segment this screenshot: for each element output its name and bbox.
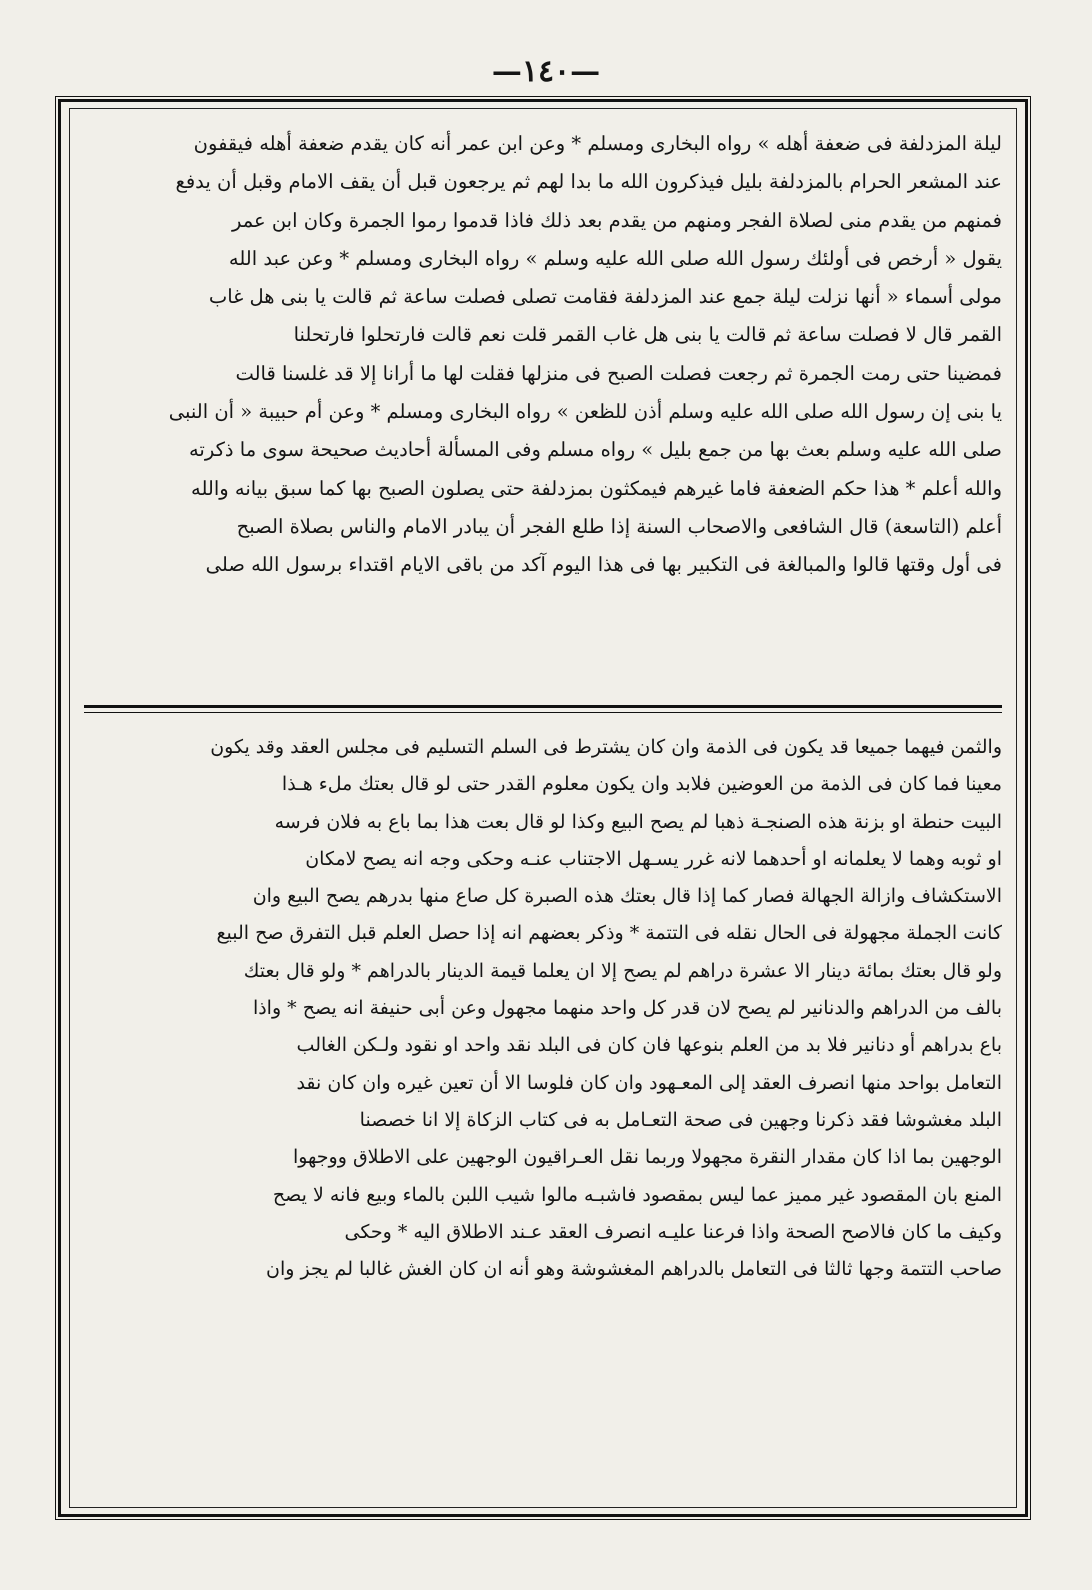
main-text-line: فى أول وقتها قالوا والمبالغة فى التكبير بها فى هذا اليوم آكد من باقى الايام اقتداء برسول الله صلى: [205, 553, 1002, 577]
page-number: —١٤٠—: [491, 54, 601, 89]
main-text-line: صلى الله عليه وسلم بعث بها من جمع بليل » رواه مسلم وفى المسألة أحاديث صحيحة سوى ما ذكرته: [188, 438, 1002, 462]
main-text-line: ليلة المزدلفة فى ضعفة أهله » رواه البخارى ومسلم * وعن ابن عمر أنه كان يقدم ضعفة أهله فيقفون: [193, 132, 1002, 155]
commentary-text-line: البيت حنطة او بزنة هذه الصنجـة ذهبا لم يصح البيع وكذا لو قال بعت هذا بما باع به فلان فرسه: [274, 810, 1002, 833]
main-text-line: والله أعلم * هذا حكم الضعفة فاما غيرهم فيمكثون بمزدلفة حتى يصلون الصبح بها كما سبق بيانه والله: [191, 476, 1002, 500]
commentary-text-line: التعامل بواحد منها انصرف العقد إلى المعـهود وان كان فلوسا الا أن تعين غيره وان كان نقد: [296, 1071, 1002, 1094]
main-text-line: يا بنى إن رسول الله صلى الله عليه وسلم أذن للظعن » رواه البخارى ومسلم * وعن أم حبيبة « أن النبى: [168, 400, 1002, 424]
commentary-text-line: وكيف ما كان فالاصح الصحة واذا فرعنا عليـه انصرف العقد عـند الاطلاق اليه * وحكى: [344, 1220, 1002, 1243]
main-text-block: [84, 125, 1002, 585]
main-text-line: يقول « أرخص فى أولئك رسول الله صلى الله عليه وسلم » رواه البخارى ومسلم * وعن عبد الله: [228, 246, 1002, 270]
commentary-text-line: الاستكشاف وازالة الجهالة فصار كما إذا قال بعتك هذه الصبرة كل صاع منها بدرهم يصح البيع وان: [252, 885, 1002, 908]
main-text-line: فمنهم من يقدم منى لصلاة الفجر ومنهم من يقدم بعد ذلك فاذا قدموا رموا الجمرة وكان ابن عمر: [231, 208, 1002, 232]
main-text-line: أعلم (التاسعة) قال الشافعى والاصحاب السنة إذا طلع الفجر أن يبادر الامام والناس بصلاة الصبح: [236, 514, 1002, 538]
main-text-line: القمر قال لا فصلت ساعة ثم قالت يا بنى هل غاب القمر قلت نعم قالت فارتحلوا فارتحلنا: [293, 323, 1002, 347]
page-frame: [55, 96, 1031, 1520]
section-separator: [84, 705, 1002, 708]
main-text-line: مولى أسماء « أنها نزلت ليلة جمع عند المزدلفة فقامت تصلى فصلت ساعة ثم قالت يا بنى هل غاب: [208, 285, 1002, 309]
main-text-line: عند المشعر الحرام بالمزدلفة بليل فيذكرون الله ما بدا لهم ثم يرجعون قبل أن يقف الامام وقبل أن يدفع: [175, 170, 1002, 194]
commentary-text-block: [84, 729, 1002, 1288]
commentary-text-line: البلد مغشوشا فقد ذكرنا وجهين فى صحة التعـامل به فى كتاب الزكاة إلا انا خصصنا: [359, 1108, 1002, 1131]
commentary-text-line: او ثوبه وهما لا يعلمانه او أحدهما لانه غرر يسـهل الاجتناب عنـه وحكى وجه انه يصح لامكان: [305, 847, 1002, 870]
commentary-text-line: المنع بان المقصود غير مميز عما ليس بمقصود فاشبـه مالوا شيب اللبن بالماء وبيع فانه لا يصح: [272, 1183, 1002, 1206]
commentary-text-line: ولو قال بعتك بمائة دينار الا عشرة دراهم لم يصح إلا ان يعلما قيمة الدينار بالدراهم * ولو قال بعتك: [243, 959, 1002, 982]
commentary-text-line: كانت الجملة مجهولة فى الحال نقله فى التتمة * وذكر بعضهم انه إذا حصل العلم قبل التفرق صح البيع: [216, 922, 1002, 945]
page-inner-border: [69, 108, 1017, 1508]
commentary-text-line: والثمن فيهما جميعا قد يكون فى الذمة وان كان يشترط فى السلم التسليم فى مجلس العقد وقد يكون: [210, 736, 1002, 758]
commentary-text-line: بالف من الدراهم والدنانير لم يصح لان قدر كل واحد منهما مجهول وعن أبى حنيفة انه يصح * واذا: [252, 997, 1002, 1020]
commentary-text-line: معينا فما كان فى الذمة من العوضين فلابد وان يكون معلوم القدر حتى لو قال بعتك ملء هـذا: [281, 773, 1002, 796]
commentary-text-line: الوجهين بما اذا كان مقدار النقرة مجهولا وربما نقل العـراقيون الوجهين على الاطلاق ووجهوا: [292, 1146, 1002, 1169]
commentary-text-line: صاحب التتمة وجها ثالثا فى التعامل بالدراهم المغشوشة وهو أنه ان كان الغش غالبا لم يجز وان: [266, 1258, 1002, 1281]
main-text-line: فمضينا حتى رمت الجمرة ثم رجعت فصلت الصبح فى منزلها فقلت لها ما أرانا إلا قد غلسنا قالت: [235, 361, 1002, 385]
commentary-text-line: باع بدراهم أو دنانير فلا بد من العلم بنوعها فان كان فى البلد نقد واحد او نقود ولـكن الغالب: [296, 1034, 1002, 1057]
